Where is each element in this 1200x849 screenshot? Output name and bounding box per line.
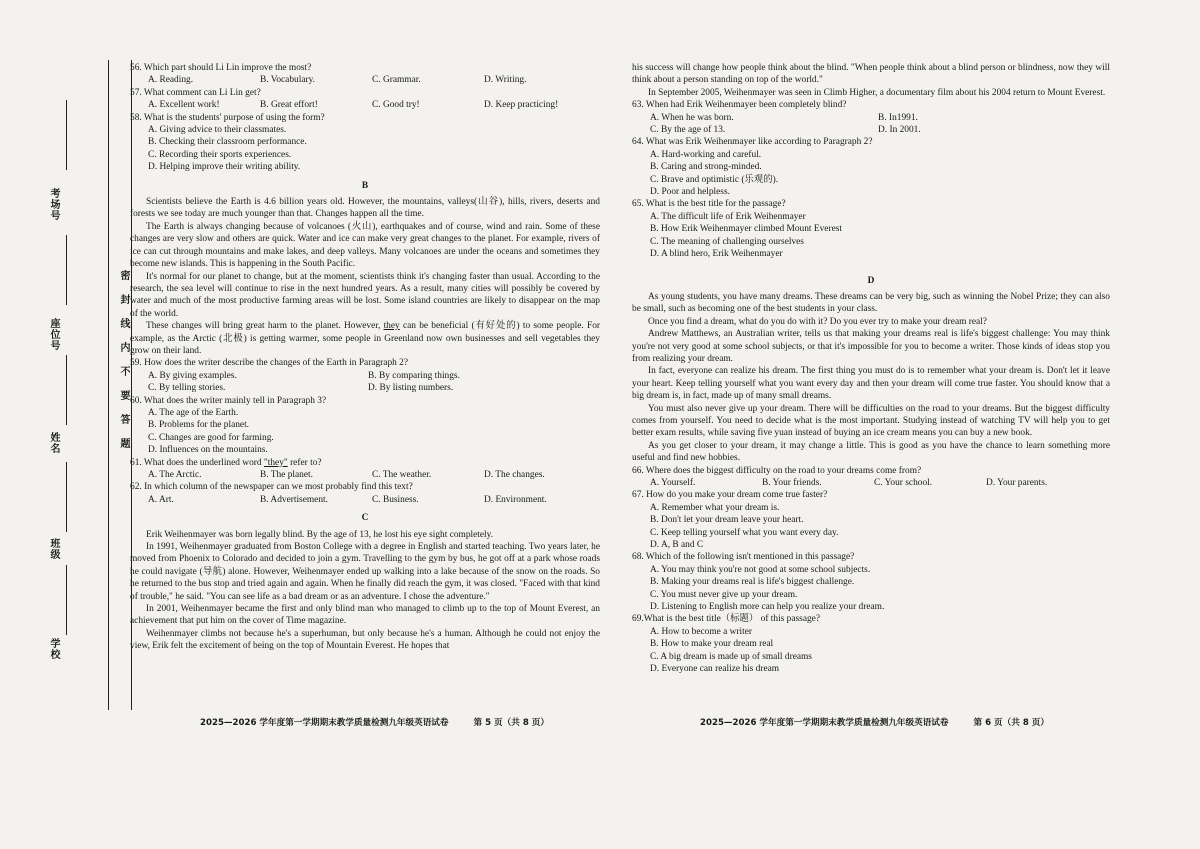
option: D. A blind hero, Erik Weihenmayer: [650, 249, 783, 260]
passage-d-paragraph: Andrew Matthews, an Australian writer, tells us that making your dreams real is life's biggest challenge: You may think you're not very good at some school subjects, or that it's impossible for you to become a writer. Those kinds of ideas stop you from realizing your dream.: [632, 329, 1110, 364]
section-heading-c: C: [361, 513, 369, 524]
field-line-school[interactable]: [66, 565, 67, 635]
field-label-class: 班级: [48, 538, 59, 560]
option: A. How to become a writer: [650, 626, 753, 637]
passage-d-paragraph: As young students, you have many dreams. These dreams can be very big, such as winning the Nobel Prize; they can also be small, such as becoming one of the best students in your class.: [632, 291, 1110, 315]
option: A. The difficult life of Erik Weihenmayer: [650, 211, 806, 222]
option: D. Writing.: [484, 75, 527, 86]
question-68: 68. Which of the following isn't mentioned in this passage?: [632, 552, 855, 563]
text-run: 61. What does the underlined word: [130, 457, 264, 468]
field-label-school: 学校: [48, 638, 59, 660]
passage-b-paragraph: [130, 320, 600, 357]
option: D. In 2001.: [878, 125, 921, 136]
option: C. The weather.: [372, 470, 432, 480]
option: C. By telling stories.: [148, 383, 226, 394]
option: D. By listing numbers.: [368, 383, 454, 394]
question-56: 56. Which part should Li Lin improve the most?: [130, 63, 312, 73]
option: A. By giving examples.: [148, 370, 237, 381]
option: B. How Erik Weihenmayer climbed Mount Everest: [650, 224, 842, 235]
passage-c-paragraph: In 2001, Weihenmayer became the first and only blind man who managed to climb up to the top of Mount Everest, an achievement that put him on the cover of Time magazine.: [130, 604, 600, 627]
option: A. The Arctic.: [148, 470, 202, 480]
option: A. The age of the Earth.: [148, 407, 239, 418]
option: C. Keep telling yourself what you want every day.: [650, 527, 839, 538]
passage-c-paragraph: In 1991, Weihenmayer graduated from Boston College with a degree in English and started teaching. Two years later, he moved from Phoenix to Colorado and decided to join a gym. Travelling to the gym by bus, he got off at a park whose roads he could navigate (导航) alone. However, Weihenmayer ended up walking into a lake because of the snow on the roads. So he returned to the bus stop and tried again and again. When he finally did reach the gym, it was closed. "Faced with that kind of trouble," he said. "You can see life as a bad dream or as an adventure. I chose the adventure.": [130, 542, 600, 602]
text-run: These changes will bring great harm to the planet. However,: [146, 321, 381, 332]
option: D. A, B and C: [650, 540, 704, 551]
option: B. Problems for the planet.: [148, 420, 250, 431]
option: A. Art.: [148, 494, 174, 505]
right-column: [632, 62, 1110, 676]
footer-page-6: [700, 716, 1049, 728]
option: D. Influences on the mountains.: [148, 445, 268, 456]
option: B. In1991.: [878, 112, 918, 123]
option: B. Checking their classroom performance.: [148, 137, 307, 148]
field-label-exam-room: 考场号: [48, 188, 59, 221]
option: D. Helping improve their writing ability.: [148, 162, 301, 173]
question-66: 66. Where does the biggest difficulty on the road to your dreams come from?: [632, 465, 922, 476]
option: B. Your friends.: [762, 478, 822, 488]
option: A. Excellent work!: [148, 100, 220, 111]
options-59-row2: [148, 382, 600, 394]
option: C. Your school.: [874, 478, 933, 488]
passage-c-paragraph: Erik Weihenmayer was born legally blind. By the age of 13, he lost his eye sight completely.: [146, 529, 494, 540]
option: D. Environment.: [484, 494, 547, 505]
options-57: [148, 99, 600, 111]
option: C. A big dream is made up of small dreams: [650, 651, 812, 662]
question-63: 63. When had Erik Weihenmayer been completely blind?: [632, 100, 847, 111]
option: A. Giving advice to their classmates.: [148, 125, 287, 136]
field-line-seat[interactable]: [66, 235, 67, 305]
option: B. By comparing things.: [368, 370, 460, 381]
question-58: 58. What is the students' purpose of using the form?: [130, 112, 325, 123]
footer-exam-title: 2025—2026 学年度第一学期期末教学质量检测九年级英语试卷: [700, 718, 949, 728]
binding-margin: [28, 60, 129, 710]
section-heading-d: D: [867, 275, 875, 286]
option: D. Your parents.: [986, 478, 1048, 488]
option: A. You may think you're not good at some school subjects.: [650, 564, 871, 575]
options-63-row1: [650, 112, 1110, 124]
option: C. Business.: [372, 494, 419, 505]
question-60: 60. What does the writer mainly tell in Paragraph 3?: [130, 395, 327, 406]
option: A. Hard-working and careful.: [650, 149, 762, 160]
passage-d-paragraph: In fact, everyone can realize his dream. The first thing you must do is to remember what your dream is. Don't let it leave your heart. Keep telling yourself what you want every day and then your dream will come true faster. You should know that a big dream is, in fact, made up of many small dreams.: [632, 366, 1110, 402]
option: B. Vocabulary.: [260, 75, 316, 86]
option: C. By the age of 13.: [650, 125, 726, 136]
option: C. Recording their sports experiences.: [148, 149, 292, 160]
option: B. Caring and strong-minded.: [650, 162, 762, 173]
page-number: 第 5 页（共 8 页）: [473, 718, 549, 728]
option: D. The changes.: [484, 470, 545, 480]
question-57: 57. What comment can Li Lin get?: [130, 87, 261, 98]
question-69: 69.What is the best title（标题） of this passage?: [632, 614, 820, 625]
field-line-class[interactable]: [66, 462, 67, 532]
section-heading-b: B: [361, 180, 369, 191]
text-run: can be beneficial (有好处的) to some people. For example, as the Arctic (北极) is getting warmer, some people in Greenland now own businesses and sell vegetables they grow on their land.: [130, 321, 601, 356]
question-65: 65. What is the best title for the passage?: [632, 199, 786, 210]
option: B. How to make your dream real: [650, 639, 774, 650]
page-number: 第 6 页（共 8 页）: [973, 718, 1049, 728]
options-56: [148, 74, 600, 86]
passage-c-paragraph: In September 2005, Weihenmayer was seen in Climb Higher, a documentary film about his 2004 return to Mount Everest.: [648, 87, 1106, 98]
passage-b-paragraph: It's normal for our planet to change, but at the moment, scientists think it's changing faster than usual. According to the research, the sea level will continue to rise in the next hundred years. As a result, many cities will possibly be covered by water and much of the most productive farming areas will be lost. Some island countries are likely to disappear on the map of the world.: [130, 271, 600, 319]
passage-d-paragraph: As you get closer to your dream, it may change a little. This is good as you have the chance to learn something more useful and find new hobbies.: [632, 440, 1110, 464]
option: C. Grammar.: [372, 75, 421, 86]
footer-exam-title: 2025—2026 学年度第一学期期末教学质量检测九年级英语试卷: [200, 718, 449, 728]
option: B. The planet.: [260, 470, 313, 480]
options-62: [148, 494, 600, 506]
seal-notice: 密封线内不要答题: [118, 270, 129, 462]
options-59-row1: [148, 370, 600, 382]
footer-page-5: [200, 716, 549, 728]
question-62: 62. In which column of the newspaper can we most probably find this text?: [130, 482, 413, 493]
left-column: [130, 62, 600, 653]
options-61: [148, 469, 600, 481]
option: D. Poor and helpless.: [650, 187, 730, 198]
passage-d-paragraph: Once you find a dream, what do you do with it? Do you ever try to make your dream real?: [648, 316, 987, 327]
option: B. Don't let your dream leave your heart.: [650, 515, 804, 526]
underlined-word: "they": [263, 457, 288, 468]
option: D. Keep practicing!: [484, 100, 559, 111]
option: A. Remember what your dream is.: [650, 502, 780, 513]
option: C. Changes are good for farming.: [148, 432, 274, 443]
option: B. Great effort!: [260, 100, 318, 111]
passage-d-paragraph: You must also never give up your dream. There will be difficulties on the road to your dreams. But the biggest difficulty comes from yourself. You need to decide what is the most important. Studying instead of watching TV will help you to get better exam results, while saving five yuan instead of buying an ice cream means you can buy a new book.: [632, 403, 1110, 439]
field-label-name: 姓名: [48, 432, 59, 454]
option: C. The meaning of challenging ourselves: [650, 236, 804, 247]
option: D. Everyone can realize his dream: [650, 664, 780, 675]
option: A. Yourself.: [650, 478, 696, 488]
passage-b-paragraph: The Earth is always changing because of volcanoes (火山), earthquakes and of course, wind and rain. Some of these changes are very slow and others are quick. Water and ice can make very great changes to the planet. For example, rivers of ice can cut through mountains and make lakes, and deep valleys. Many volcanoes are under the oceans and sometimes they become new islands. This is happening in the South Pacific.: [130, 221, 600, 270]
passage-c-paragraph: his success will change how people think about the blind. "When people think about a blind person or blindness, now they will think about a person standing on top of the world.": [632, 63, 1110, 86]
option: A. When he was born.: [650, 112, 734, 123]
option: C. Good try!: [372, 100, 420, 111]
question-67: 67. How do you make your dream come true faster?: [632, 490, 828, 501]
option: B. Making your dreams real is life's biggest challenge.: [650, 577, 855, 588]
option: C. Brave and optimistic (乐观的).: [650, 174, 779, 185]
passage-b-paragraph: Scientists believe the Earth is 4.6 billion years old. However, the mountains, valleys(山谷), hills, rivers, deserts and forests we see today are much younger than that. Changes happen all the time.: [130, 197, 600, 220]
field-line-name[interactable]: [66, 355, 67, 425]
field-line-exam-room[interactable]: [66, 100, 67, 170]
question-61: [130, 457, 600, 469]
underlined-word-they: they: [383, 321, 400, 332]
options-63-row2: [650, 124, 1110, 136]
question-59: 59. How does the writer describe the changes of the Earth in Paragraph 2?: [130, 358, 409, 369]
option: B. Advertisement.: [260, 494, 328, 505]
question-64: 64. What was Erik Weihenmayer like according to Paragraph 2?: [632, 137, 873, 148]
option: D. Listening to English more can help you realize your dream.: [650, 602, 885, 613]
seal-line-outer: [108, 60, 109, 710]
passage-c-paragraph: Weihenmayer climbs not because he's a superhuman, but only because he's a human. Although he could not enjoy the view, Erik felt the excitement of being on the top of Mountain Everest. He hopes that: [130, 628, 600, 652]
options-66: [650, 477, 1110, 489]
text-run: refer to?: [287, 457, 322, 468]
option: C. You must never give up your dream.: [650, 589, 798, 600]
field-label-seat: 座位号: [48, 318, 59, 351]
option: A. Reading.: [148, 75, 194, 86]
